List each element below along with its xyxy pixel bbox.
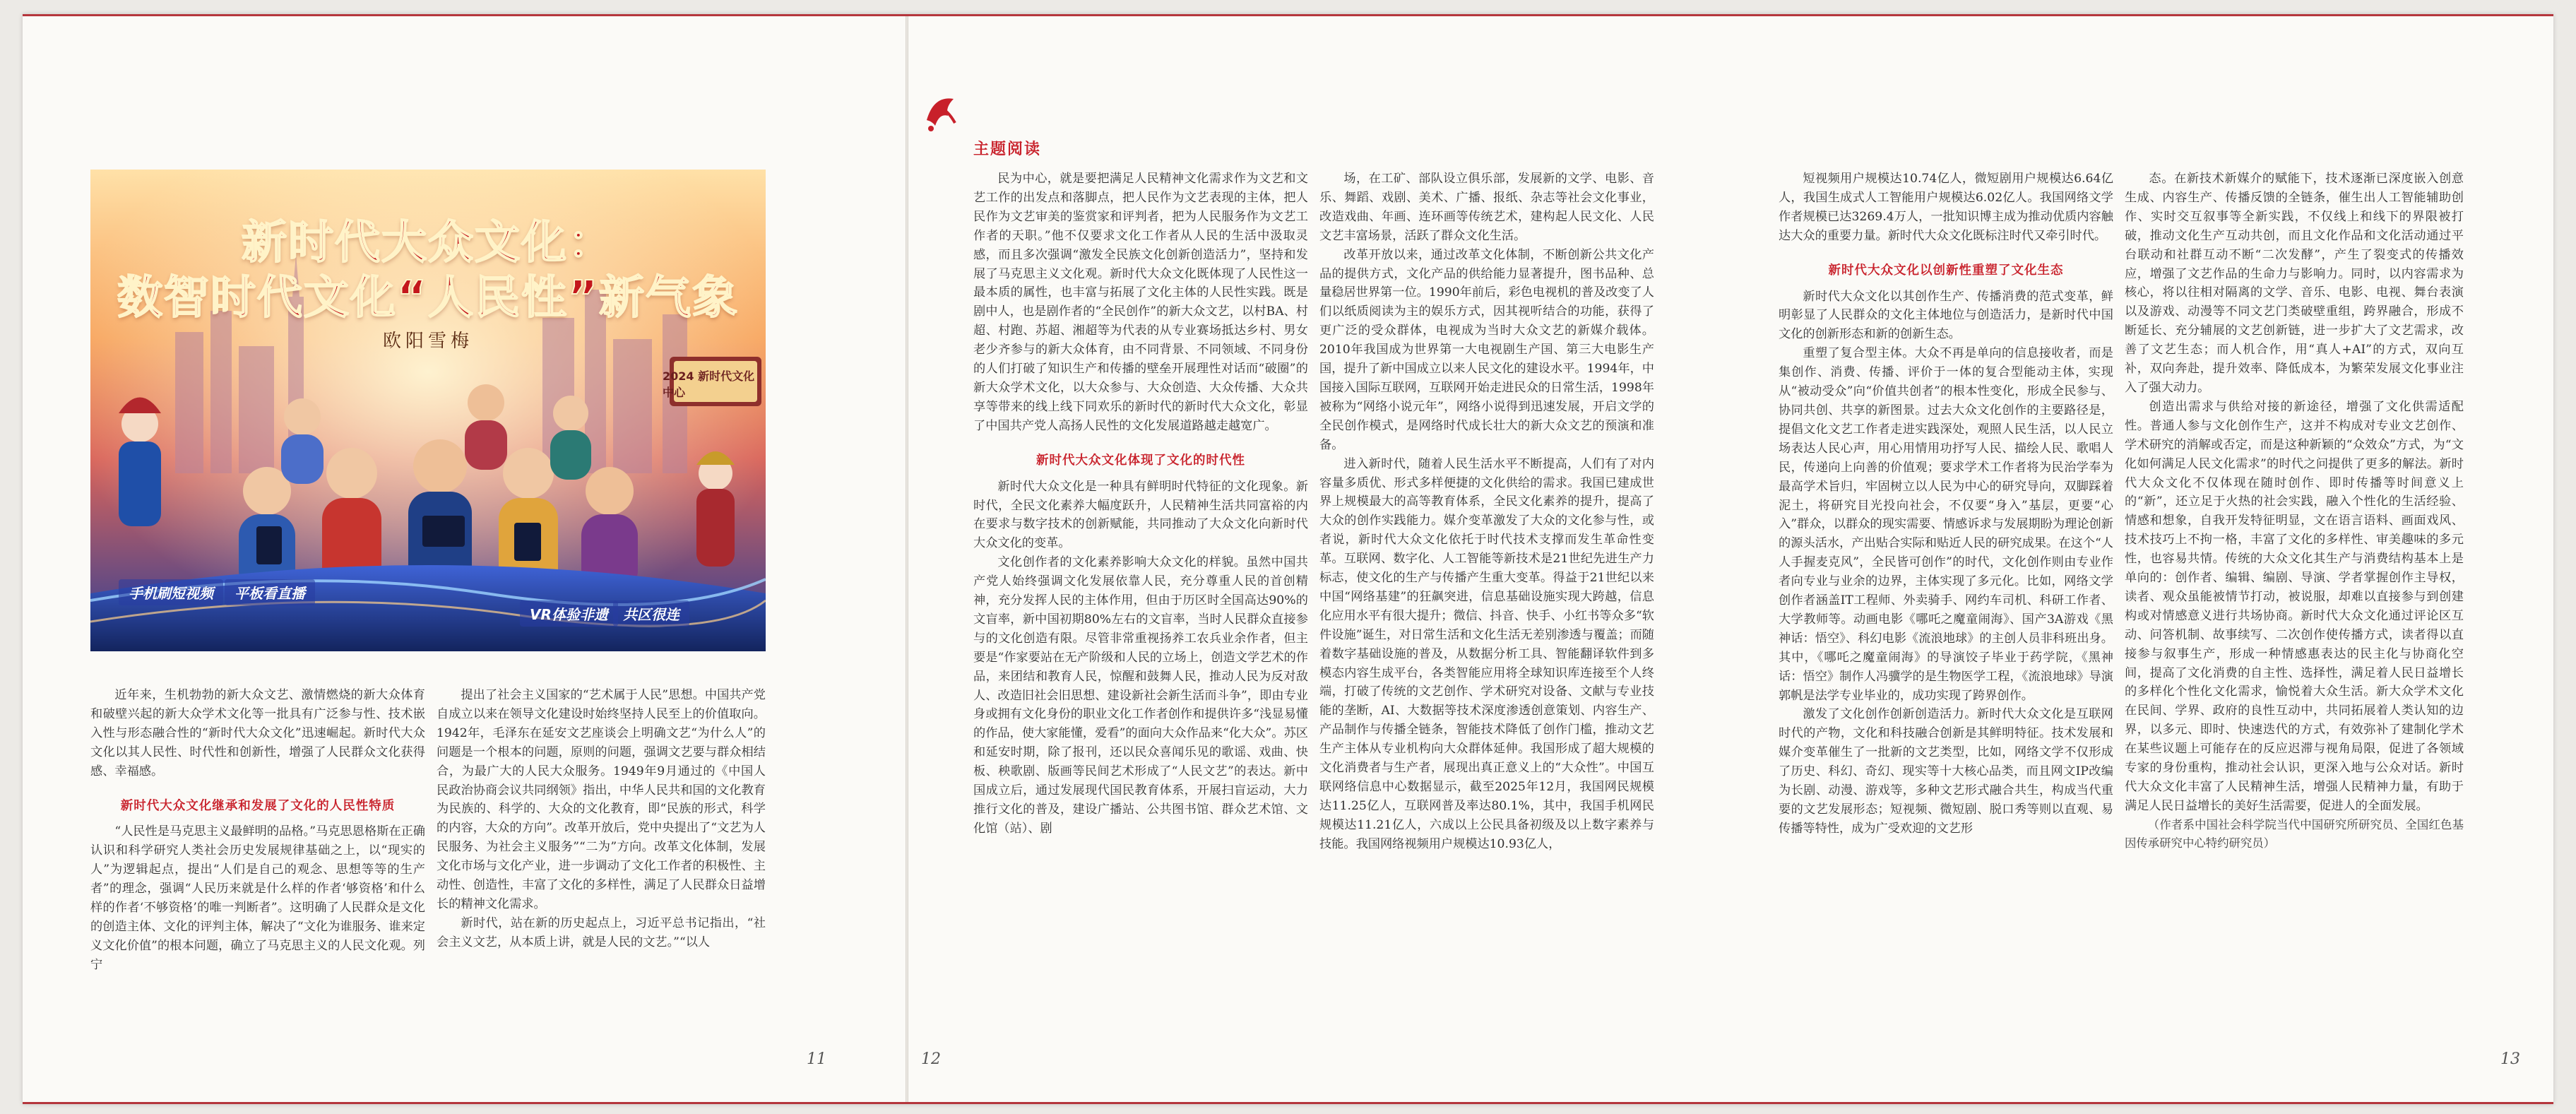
hero-illustration [90, 170, 766, 651]
hero-caption-left1: 手机刷短视频 [119, 579, 223, 605]
paragraph: 新时代大众文化以其创作生产、传播消费的范式变革，鲜明彰显了人民群众的文化主体地位与创造活力，是新时代中国文化的创新形态和新的创新生态。 [1779, 289, 2113, 342]
paragraph: 近年来，生机勃勃的新大众文艺、激情燃烧的新大众体育和破壁兴起的新大众学术文化等一批具有广泛参与性、技术嵌入性与形态融合性的“新时代大众文化”迅速崛起。新时代大众文化以其人民性、时代性和创新性，增强了人民群众文化获得感、幸福感。 [90, 688, 425, 778]
page-number-12: 12 [921, 1050, 941, 1068]
hero-caption-right2: 共区很连 [613, 600, 689, 627]
hero-title-line1: 新时代大众文化： [242, 217, 615, 269]
paragraph: 短视频用户规模达10.74亿人，微短剧用户规模达6.64亿人，我国生成式人工智能用户规模达6.02亿人。我国网络文学作者规模已达3269.4万人，一批知识博主成为推动优质内容触达大众的重要力量。新时代大众文化既标注时代又牵引时代。 [1779, 172, 2113, 243]
paragraph: 激发了文化创作创新创造活力。新时代大众文化是互联网时代的产物，文化和科技融合创新是其鲜明特征。技术发展和媒介变革催生了一批新的文艺类型，比如，网络文学不仅形成了历史、科幻、奇幻、现实等十大核心品类，而且网文IP改编为长剧、动漫、游戏等，多种文艺形式融合共生，构成当代重要的文艺发展形态；短视频、微短剧、脱口秀等则以直观、易传播等特性，成为广受欢迎的文艺形 [1779, 707, 2113, 836]
column-2 [437, 686, 766, 1036]
hero-building-sign: 2024 新时代文化中心 [663, 369, 755, 399]
author-note: （作者系中国社会科学院当代中国研究所研究员、全国红色基因传承研究中心特约研究员） [2125, 817, 2464, 850]
column-5 [1779, 170, 2113, 1036]
column-1 [90, 686, 425, 1036]
paragraph: 新时代大众文化是一种具有鲜明时代特征的文化现象。新时代，全民文化素养大幅度跃升，人民精神生活共同富裕的内在要求与数字技术的创新赋能，共同推动了大众文化向新时代大众文化的变革。 [973, 479, 1308, 551]
magazine-spread [23, 14, 2553, 1104]
hero-title-line2: 数智时代文化“人民性”新气象 [117, 272, 740, 324]
column-3 [973, 170, 1308, 1036]
paragraph: 新时代，站在新的历史起点上，习近平总书记指出，“社会主义文艺，从本质上讲，就是人民的文艺。”“以人 [437, 916, 766, 949]
paragraph: 进入新时代，随着人民生活水平不断提高，人们有了对内容量多质优、形式多样便捷的文化供给的需求。我国已建成世界上规模最大的高等教育体系，全民文化素养的提升，提高了大众的创作实践能力。媒介变革激发了大众的文化参与性，或者说，新时代大众文化依托于时代技术支撑而发生革命性变革。互联网、数字化、人工智能等新技术是21世纪先进生产力标志，使文化的生产与传播产生重大变革。得益于21世纪以来中国“网络基建”的狂飙突进，信息基础设施实现大跨越，信息化应用水平有很大提升；微信、抖音、快手、小红书等众多“软件设施”诞生，对日常生活和文化生活无差别渗透与覆盖；而随着数字基础设施的普及，从数据分析工具、智能翻译软件到多模态内容生成平台，各类智能应用将全球知识库连接至个人终端，打破了传统的文艺创作、学术研究对设备、文献与专业技能的垄断，AI、大数据等技术深度渗透创意策划、内容生产、产品制作与传播全链条，智能技术降低了创作门槛，推动文艺生产主体从专业机构向大众群体延伸。我国形成了超大规模的文化消费者与生产者，展现出真正意义上的“大众性”。中国互联网络信息中心数据显示，截至2025年12月，我国网民规模达11.25亿人，互联网普及率达80.1%，其中，我国手机网民规模达11.21亿人，六成以上公民具备初级及以上数字素养与技能。我国网络视频用户规模达10.93亿人， [1319, 456, 1654, 851]
left-page [23, 16, 907, 1102]
page-number-13: 13 [2500, 1050, 2520, 1068]
paragraph: 创造出需求与供给对接的新途径，增强了文化供需适配性。普通人参与文化创作生产，这并不构成对专业文艺创作、学术研究的消解或否定，而是这种新颖的“众效众”方式，为“文化如何满足人民文化需求”的时代之问提供了更多的解法。新时代大众文化不仅体现在随时创作、即时传播等时间意义上的“新”，还立足于火热的社会实践，融入个性化的生活经验、情感和想象，自我开发特征明显，文在语言语料、画面戏风、技术技巧上不拘一格，丰富了文化的多样性、审美趣味的多元性，也容易共情。传统的大众文化其生产与消费结构基本上是单向的：创作者、编辑、编剧、导演、学者掌握创作主导权，读者、观众虽能被情节打动，被说服，却难以直接参与到创建构或对情感意义进行共场协商。新时代大众文化通过评论区互动、问答机制、故事续写、二次创作使传播方式，读者得以直接参与叙事生产，形成一种情感惠表达的民主化与协商化空间，提高了文化消费的自主性、选择性，满足着人民日益增长的多样化个性化文化需求，愉悦着大众生活。新大众学术文化在民间、学界、政府的良性互动中，共同拓展着人类认知的边界，以多元、即时、快速迭代的方式，有效弥补了建制化学术在某些议题上可能存在的反应迟滞与视角局限，促进了各领域专家的身份重构，推动社会认识，更深入地与公众对话。新时代大众文化丰富了人民精神生活，增强人民精神力量，有助于满足人民日益增长的美好生活需要，促进人的全面发展。 [2125, 399, 2464, 813]
column-logo-icon [920, 92, 963, 136]
paragraph: 重塑了复合型主体。大众不再是单向的信息接收者，而是集创作、消费、传播、评价于一体的复合型能动主体，实现从“被动受众”向“价值共创者”的根本性变化，形成全民参与、协同共创、共享的新图景。过去大众文化创作的主要路径是，提倡文化文艺工作者走进实践深处，观照人民生活，以人民立场表达人民心声，用心用情用功抒写人民、描绘人民、歌唱人民，传递向上向善的价值观；要求学术工作者将为民治学奉为最高学术旨归，牢固树立以人民为中心的研究导向，双脚踩着泥土，将研究目光投向社会，不仅要“身入”基层，更要“心入”群众，以群众的现实需要、情感诉求与发展期盼为理论创新的源头活水，产出贴合实际和贴近人民的研究成果。在这个“人人手握麦克风”，全民皆可创作”的时代，文化创作则由专业作者向专业与业余的边界，主体实现了多元化。比如，网络文学创作者涵盖IT工程师、外卖骑手、网约车司机、科研工作者、大学教师等。动画电影《哪吒之魔童闹海》、国产3A游戏《黑神话：悟空》、科幻电影《流浪地球》的主创人员非科班出身。其中，《哪吒之魔童闹海》的导演饺子毕业于药学院，《黑神话：悟空》制作人冯骥学的是生物医学工程，《流浪地球》导演郭帆是法学专业毕业的，成功实现了跨界创作。 [1779, 346, 2113, 703]
section-heading-1: 新时代大众文化继承和发展了文化的人民性特质 [120, 798, 396, 813]
paragraph: 提出了社会主义国家的“艺术属于人民”思想。中国共产党自成立以来在领导文化建设时始终坚持人民至上的价值取向。1942年，毛泽东在延安文艺座谈会上明确文艺“为什么人”的问题是一个根本的问题，原则的问题，强调文艺要与群众相结合，为最广大的人民大众服务。1949年9月通过的《中国人民政治协商会议共同纲领》指出，中华人民共和国的文化教育为民族的、科学的、大众的文化教育，即“民族的形式，科学的内容，大众的方向”。改革开放后，党中央提出了“文艺为人民服务、为社会主义服务”“二为”方向。改革文化体制，发展文化市场与文化产业，进一步调动了文化工作者的积极性、主动性、创造性，丰富了文化的多样性，满足了人民群众日益增长的精神文化需求。 [437, 688, 766, 911]
section-heading-3: 新时代大众文化以创新性重塑了文化生态 [1828, 263, 2064, 278]
paragraph: 改革开放以来，通过改革文化体制，不断创新公共文化产品的提供方式，文化产品的供给能力显著提升，图书品种、总量稳居世界第一位。1990年前后，彩色电视机的普及改变了人们以纸质阅读为主的娱乐方式，因其视听结合的功能，获得了更广泛的受众群体，电视成为当时大众文艺的新媒介载体。2010年我国成为世界第一大电视剧生产国、第三大电影生产国，提升了新中国成立以来人民文化的建设水平。1994年，中国接入国际互联网，互联网开始走进民众的日常生活，1998年被称为“网络小说元年”，网络小说得到迅速发展，开启文学的全民创作模式，是网络时代成长壮大的新大众文艺的预演和准备。 [1319, 247, 1654, 452]
paragraph: 场，在工矿、部队设立俱乐部，发展新的文学、电影、音乐、舞蹈、戏剧、美术、广播、报纸、杂志等社会文化事业，改造戏曲、年画、连环画等传统艺术，建构起人民文化、人民文艺丰富场景，活跃了群众文化生活。 [1319, 172, 1654, 243]
paragraph: 态。在新技术新媒介的赋能下，技术逐渐已深度嵌入创意生成、内容生产、传播反馈的全链条，催生出人工智能辅助创作、实时交互叙事等全新实践，不仅线上和线下的界限被打破，推动文化生产互动共创，而且文化作品和文化活动通过平台联动和社群互动不断“二次发酵”，产生了裂变式的传播效应，增强了文艺作品的生命力与影响力。同时，以内容需求为核心，将以往相对隔离的文学、音乐、电影、电视、舞台表演以及游戏、动漫等不同文艺门类破壁重组，跨界融合，形成不断延长、充分辅展的文艺创新链，进一步扩大了文艺需求，改善了文艺生态；而人机合作，用“真人+AI”的方式，双向互补，双向奔赴，提升效率、降低成本，为繁荣发展文化事业注入了强大动力。 [2125, 172, 2464, 395]
column-6 [2125, 170, 2464, 1036]
paragraph: 文化创作者的文化素养影响大众文化的样貌。虽然中国共产党人始终强调文化发展依靠人民，充分尊重人民的首创精神，充分发挥人民的主体作用，但由于历区时全国高达90%的文盲率，新中国初期80%左右的文盲率，当时人民群众直接参与的文化创造有限。尽管非常重视扬养工农兵业余作者，但主要是“作家要站在无产阶级和人民的立场上，创造文学艺术的作品，来团结和教育人民，惊醒和鼓舞人民，推动人民为反对敌人、改造旧社会旧思想、建设新社会新生活而斗争”，即由专业身或拥有文化身份的职业文化工作者创作和提供许多“浅显易懂的作品，使大家能懂，爱看”的面向大众作品来“化大众”。苏区和延安时期，除了报刊，还以民众喜闻乐见的歌谣、戏曲、快板、秧歌剧、版画等民间艺术形成了“人民文艺”的表达。新中国成立后，通过发展现代国民教育体系，开展扫盲运动，大力推行文化的普及，建设广播站、公共图书馆、群众艺术馆、文化馆（站）、剧 [973, 555, 1308, 836]
hero-author: 欧阳雪梅 [382, 331, 473, 352]
hero-caption-right1: VR体验非遗 [520, 600, 618, 627]
hero-caption-left2: 平板看直播 [225, 579, 315, 605]
section-heading-2: 新时代大众文化体现了文化的时代性 [1036, 453, 1245, 468]
paragraph: 民为中心，就是要把满足人民精神文化需求作为文艺和文艺工作的出发点和落脚点，把人民作为文艺表现的主体，把人民作为文艺审美的鉴赏家和评判者，把为人民服务作为文艺工作者的天职。”他不仅要求文化工作者从人民的生活中汲取灵感，而且多次强调“激发全民族文化创新创造活力”，坚持和发展了马克思主义文化观。新时代大众文化既体现了人民性这一最本质的属性，也丰富与拓展了文化主体的人民性实践。既是剧中人，也是剧作者的“全民创作”的新大众文艺，以村BA、村超、村跑、苏超、湘超等为代表的从专业赛场抵达乡村、男女老少齐参与的新大众体育，由不同背景、不同领域、不同身份的人们打破了知识生产和传播的壁垒开展理性对话而“破圈”的新大众学术文化，以大众参与、大众创造、大众传播、大众共享等带来的线上线下同欢乐的新时代的新时代大众文化，彰显了中国共产党人高扬人民性的文化发展道路越走越宽广。 [973, 172, 1308, 433]
paragraph: “人民性是马克思主义最鲜明的品格。”马克思恩格斯在正确认识和科学研究人类社会历史发展规律基础之上，以“现实的人”为逻辑起点，提出“人们是自己的观念、思想等等的生产者”的理念，强调“人民历来就是什么样的作者‘够资格’和什么样的作者‘不够资格’的唯一判断者”。这明确了人民群众是文化的创造主体、文化的评判主体，解决了“文化为谁服务、谁来定义文化价值”的根本问题，确立了马克思主义的人民文化观。列宁 [90, 824, 425, 972]
section-label: 主题阅读 [973, 141, 1042, 158]
page-number-11: 11 [807, 1050, 826, 1068]
column-4 [1319, 170, 1654, 1036]
